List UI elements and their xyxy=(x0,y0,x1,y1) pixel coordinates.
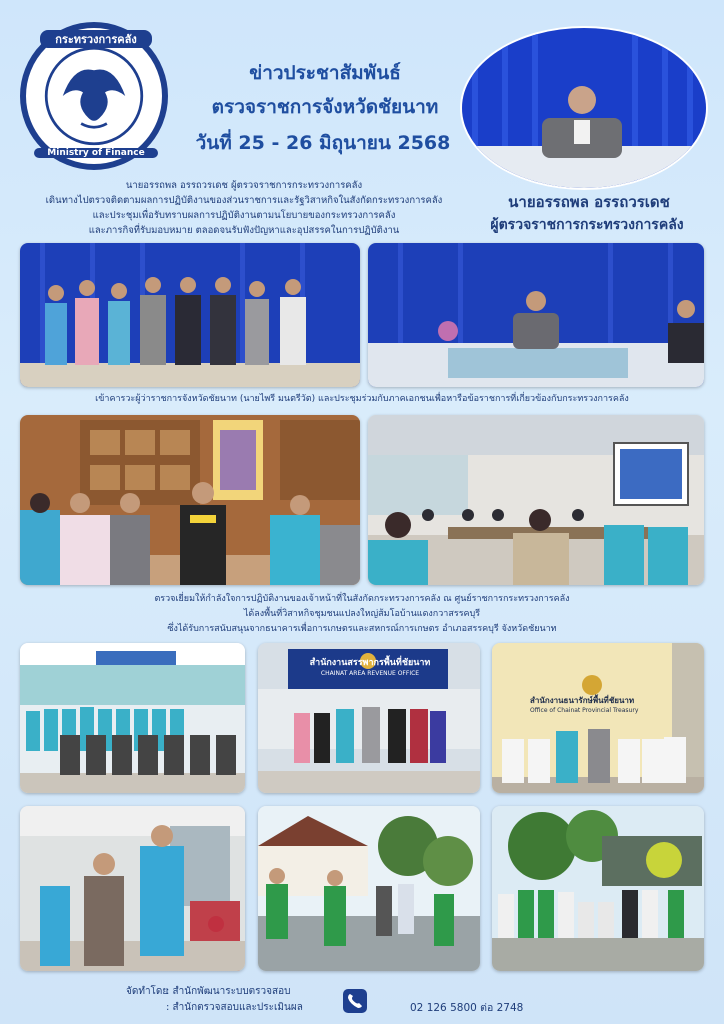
visit-office-photo xyxy=(20,415,360,585)
footer-org-1: : สำนักพัฒนาระบบตรวจสอบ xyxy=(166,986,291,997)
row2-caption-line: ตรวจเยี่ยมให้กำลังใจการปฏิบัติงานของเจ้าหน้าที่ในสังกัดกระทรวงการคลัง ณ ศูนย์ราชการกระทรวงการคลัง xyxy=(154,594,570,604)
footer-label: จัดทำโดย xyxy=(126,986,169,997)
staff-group-photo xyxy=(20,643,245,793)
intro-line: นายอรรถพล อรรถวรเดช ผู้ตรวจราชการกระทรวงการคลัง xyxy=(125,180,363,191)
intro-line: และภารกิจที่รับมอบหมาย ตลอดจนรับฟังปัญหาและอุปสรรคในการปฏิบัติงาน xyxy=(88,225,400,236)
intro-line: เดินทางไปตรวจติดตามผลการปฏิบัติงานของส่วนราชการและรัฐวิสาหกิจในสังกัดกระทรวงการคลัง xyxy=(45,195,443,206)
row1-caption: เข้าคารวะผู้ว่าราชการจังหวัดชัยนาท (นายไพรี มนตรีวัต) และประชุมร่วมกับภาคเอกชนเพื่อหารือข้อราชการที่เกี่ยวข้องกับกระทรวงการคลัง xyxy=(95,394,629,404)
portrait-photo xyxy=(460,26,708,190)
revenue-office-sign-en: CHAINAT AREA REVENUE OFFICE xyxy=(320,670,420,677)
footer-org-2: : สำนักตรวจสอบและประเมินผล xyxy=(166,1002,303,1013)
governor-group-photo xyxy=(20,243,360,387)
staff-room-photo xyxy=(368,415,704,585)
inspection-heading: ตรวจราชการจังหวัดชัยนาท xyxy=(211,96,439,118)
date-heading: วันที่ 25 - 26 มิถุนายน 2568 xyxy=(195,132,451,154)
meeting-photo xyxy=(368,243,704,387)
person-position: ผู้ตรวจราชการกระทรวงการคลัง xyxy=(490,217,684,233)
treasury-office-sign-en: Office of Chainat Provincial Treasury xyxy=(530,707,639,714)
garuda-bird-icon xyxy=(26,28,162,164)
community-farm-photo xyxy=(258,806,480,971)
news-heading: ข่าวประชาสัมพันธ์ xyxy=(249,62,401,84)
phone-icon xyxy=(343,989,367,1013)
shop-visit-photo xyxy=(20,806,245,971)
row2-caption-line: ได้ลงพื้นที่วิสาหกิจชุมชนแปลงใหญ่ส้มโอบ้านแดงกวาสรรคบุรี xyxy=(243,609,481,619)
footer-phone: 02 126 5800 ต่อ 2748 xyxy=(410,1002,524,1014)
logo-bottom-text: Ministry of Finance xyxy=(34,148,158,158)
intro-paragraph xyxy=(24,178,464,238)
person-name: นายอรรถพล อรรถวรเดช xyxy=(508,193,670,211)
row2-caption-line: ซึ่งได้รับการสนับสนุนจากธนาคารเพื่อการเกษตรและสหกรณ์การเกษตร อำเภอสรรคบุรี จังหวัดชัยนาท xyxy=(167,624,557,634)
logo-top-text: กระทรวงการคลัง xyxy=(40,30,152,48)
treasury-office-photo xyxy=(492,643,704,793)
treasury-office-sign: สำนักงานธนารักษ์พื้นที่ชัยนาท xyxy=(530,696,635,705)
intro-line: และประชุมเพื่อรับทราบผลการปฏิบัติงานตามนโยบายของกระทรวงการคลัง xyxy=(92,210,396,221)
pomelo-garden-photo xyxy=(492,806,704,971)
row2-caption xyxy=(20,592,704,637)
revenue-office-sign: สำนักงานสรรพากรพื้นที่ชัยนาท xyxy=(309,658,431,668)
